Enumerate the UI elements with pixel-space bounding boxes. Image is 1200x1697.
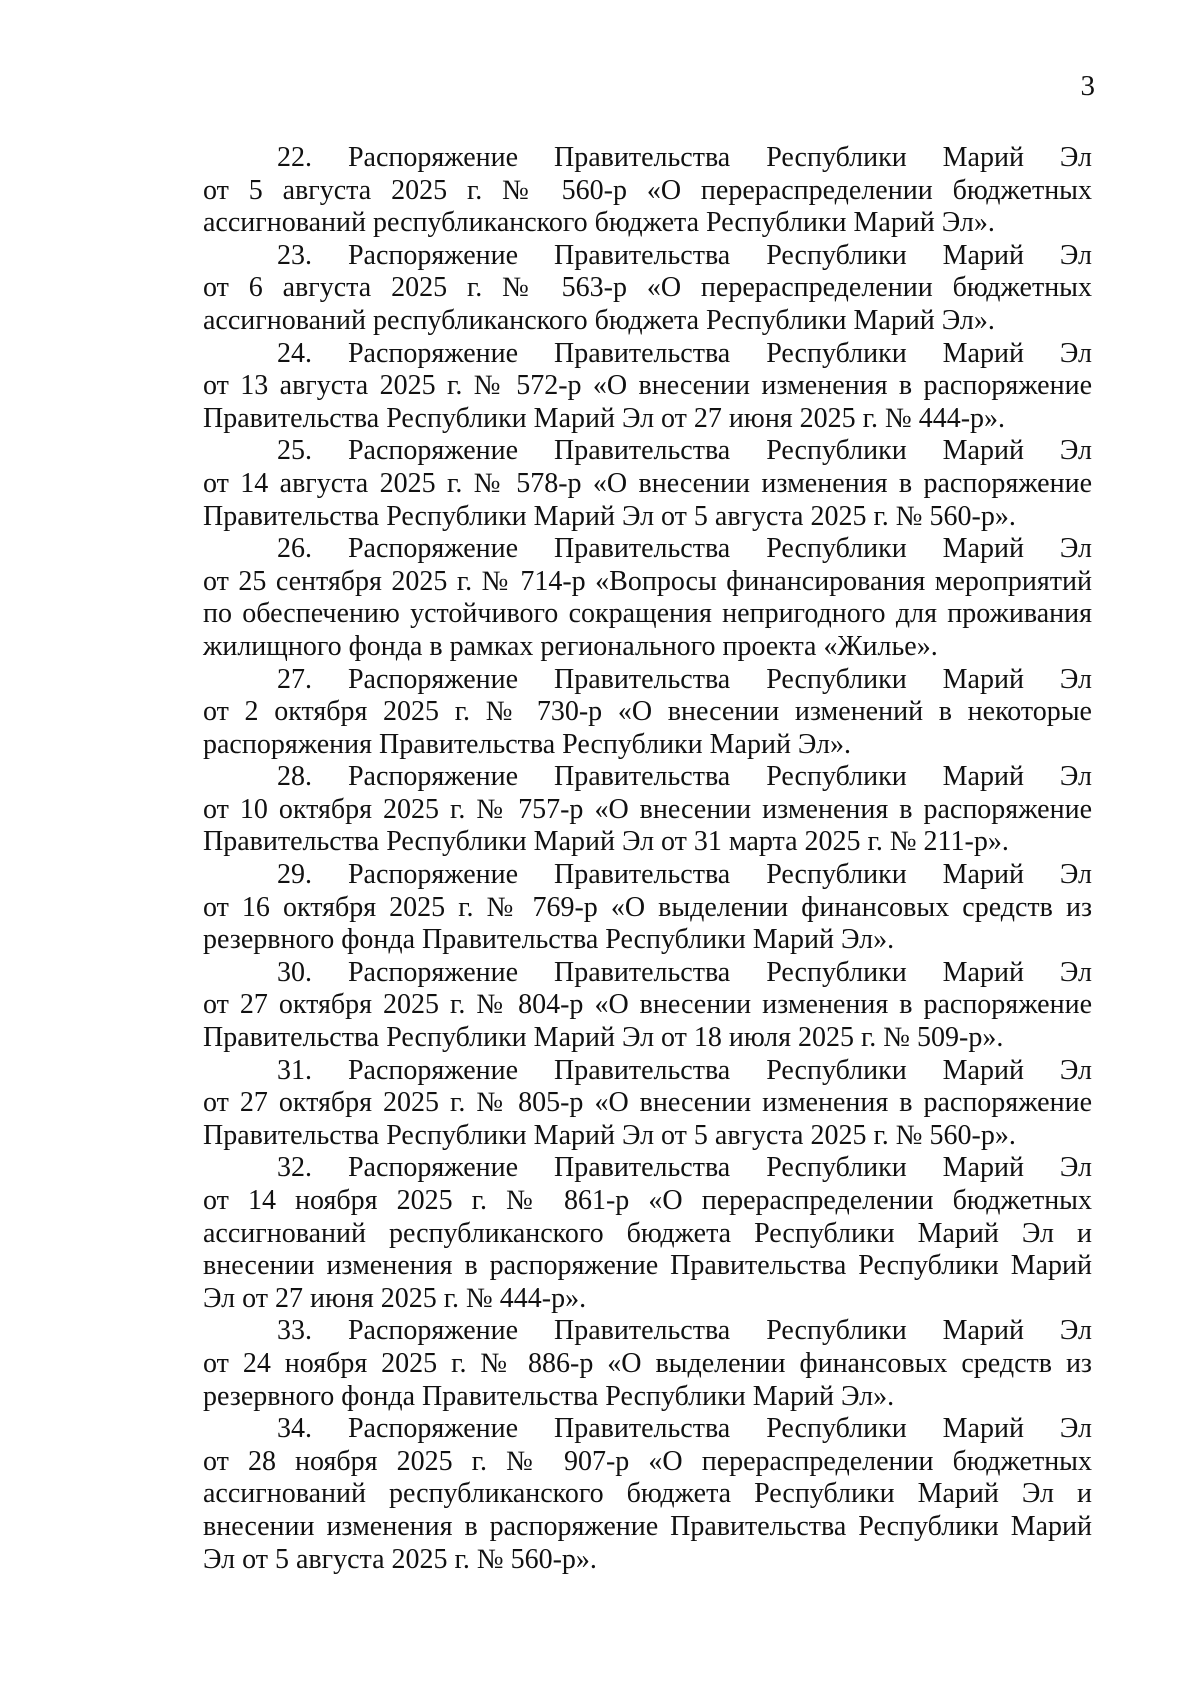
- item-text: от 5 августа 2025 г. № 560-р «О перераспределении бюджетных ассигнований республиканского бюджета Республики Марий Эл».: [203, 174, 1092, 239]
- item-text: от 28 ноября 2025 г. № 907-р «О перераспределении бюджетных ассигнований республиканского бюджета Республики Марий Эл и внесении изменения в распоряжение Правительства Республики Марий Эл от 5 августа 2025 г. № 560-р».: [203, 1445, 1092, 1575]
- item-text: от 6 августа 2025 г. № 563-р «О перераспределении бюджетных ассигнований республиканского бюджета Республики Марий Эл».: [203, 272, 1092, 336]
- item-text: от 24 ноября 2025 г. № 886-р «О выделении финансовых средств из резервного фонда Правительства Республики Марий Эл».: [203, 1347, 1092, 1412]
- list-item: [203, 1315, 1092, 1413]
- item-heading: 29. Распоряжение Правительства Республики Марий Эл: [277, 859, 1092, 891]
- item-text: от 16 октября 2025 г. № 769-р «О выделении финансовых средств из резервного фонда Правительства Республики Марий Эл».: [203, 891, 1092, 956]
- item-heading: 34. Распоряжение Правительства Республики Марий Эл: [277, 1413, 1092, 1445]
- list-item: [203, 664, 1092, 762]
- document-body: [203, 142, 1092, 1576]
- item-text: от 25 сентября 2025 г. № 714-р «Вопросы финансирования мероприятий по обеспечению устойчивого сокращения непригодного для проживания жилищного фонда в рамках регионального проекта «Жилье».: [203, 565, 1092, 662]
- item-heading: 27. Распоряжение Правительства Республики Марий Эл: [277, 663, 1092, 695]
- item-text: от 14 ноября 2025 г. № 861-р «О перераспределении бюджетных ассигнований республиканского бюджета Республики Марий Эл и внесении изменения в распоряжение Правительства Республики Марий Эл от 27 июня 2025 г. № 444-р».: [203, 1185, 1092, 1314]
- item-text: от 27 октября 2025 г. № 805-р «О внесении изменения в распоряжение Правительства Республики Марий Эл от 5 августа 2025 г. № 560-р».: [203, 1087, 1092, 1151]
- item-heading: 26. Распоряжение Правительства Республики Марий Эл: [277, 533, 1092, 565]
- list-item: [203, 142, 1092, 240]
- list-item: [203, 859, 1092, 957]
- list-item: [203, 338, 1092, 436]
- item-text: от 14 августа 2025 г. № 578-р «О внесении изменения в распоряжение Правительства Республики Марий Эл от 5 августа 2025 г. № 560-р».: [203, 467, 1092, 532]
- item-heading: 32. Распоряжение Правительства Республики Марий Эл: [277, 1152, 1092, 1184]
- list-item: [203, 1152, 1092, 1315]
- item-text: от 13 августа 2025 г. № 572-р «О внесении изменения в распоряжение Правительства Республики Марий Эл от 27 июня 2025 г. № 444-р».: [203, 370, 1092, 434]
- list-item: [203, 240, 1092, 338]
- list-item: [203, 435, 1092, 533]
- item-text: от 27 октября 2025 г. № 804-р «О внесении изменения в распоряжение Правительства Республики Марий Эл от 18 июля 2025 г. № 509-р».: [203, 989, 1092, 1054]
- item-heading: 31. Распоряжение Правительства Республики Марий Эл: [277, 1054, 1092, 1086]
- item-heading: 23. Распоряжение Правительства Республики Марий Эл: [277, 239, 1092, 271]
- list-item: [203, 1413, 1092, 1576]
- item-heading: 22. Распоряжение Правительства Республики Марий Эл: [277, 142, 1092, 173]
- item-heading: 33. Распоряжение Правительства Республики Марий Эл: [277, 1315, 1092, 1347]
- item-heading: 25. Распоряжение Правительства Республики Марий Эл: [277, 435, 1092, 467]
- item-heading: 24. Распоряжение Правительства Республики Марий Эл: [277, 337, 1092, 369]
- list-item: [203, 533, 1092, 663]
- list-item: [203, 957, 1092, 1055]
- list-item: [203, 761, 1092, 859]
- page-number: 3: [1080, 70, 1095, 102]
- list-item: [203, 1055, 1092, 1153]
- item-text: от 10 октября 2025 г. № 757-р «О внесении изменения в распоряжение Правительства Республики Марий Эл от 31 марта 2025 г. № 211-р».: [203, 793, 1092, 858]
- item-heading: 30. Распоряжение Правительства Республики Марий Эл: [277, 956, 1092, 988]
- item-heading: 28. Распоряжение Правительства Республики Марий Эл: [277, 761, 1092, 793]
- item-text: от 2 октября 2025 г. № 730-р «О внесении изменений в некоторые распоряжения Правительства Республики Марий Эл».: [203, 696, 1092, 760]
